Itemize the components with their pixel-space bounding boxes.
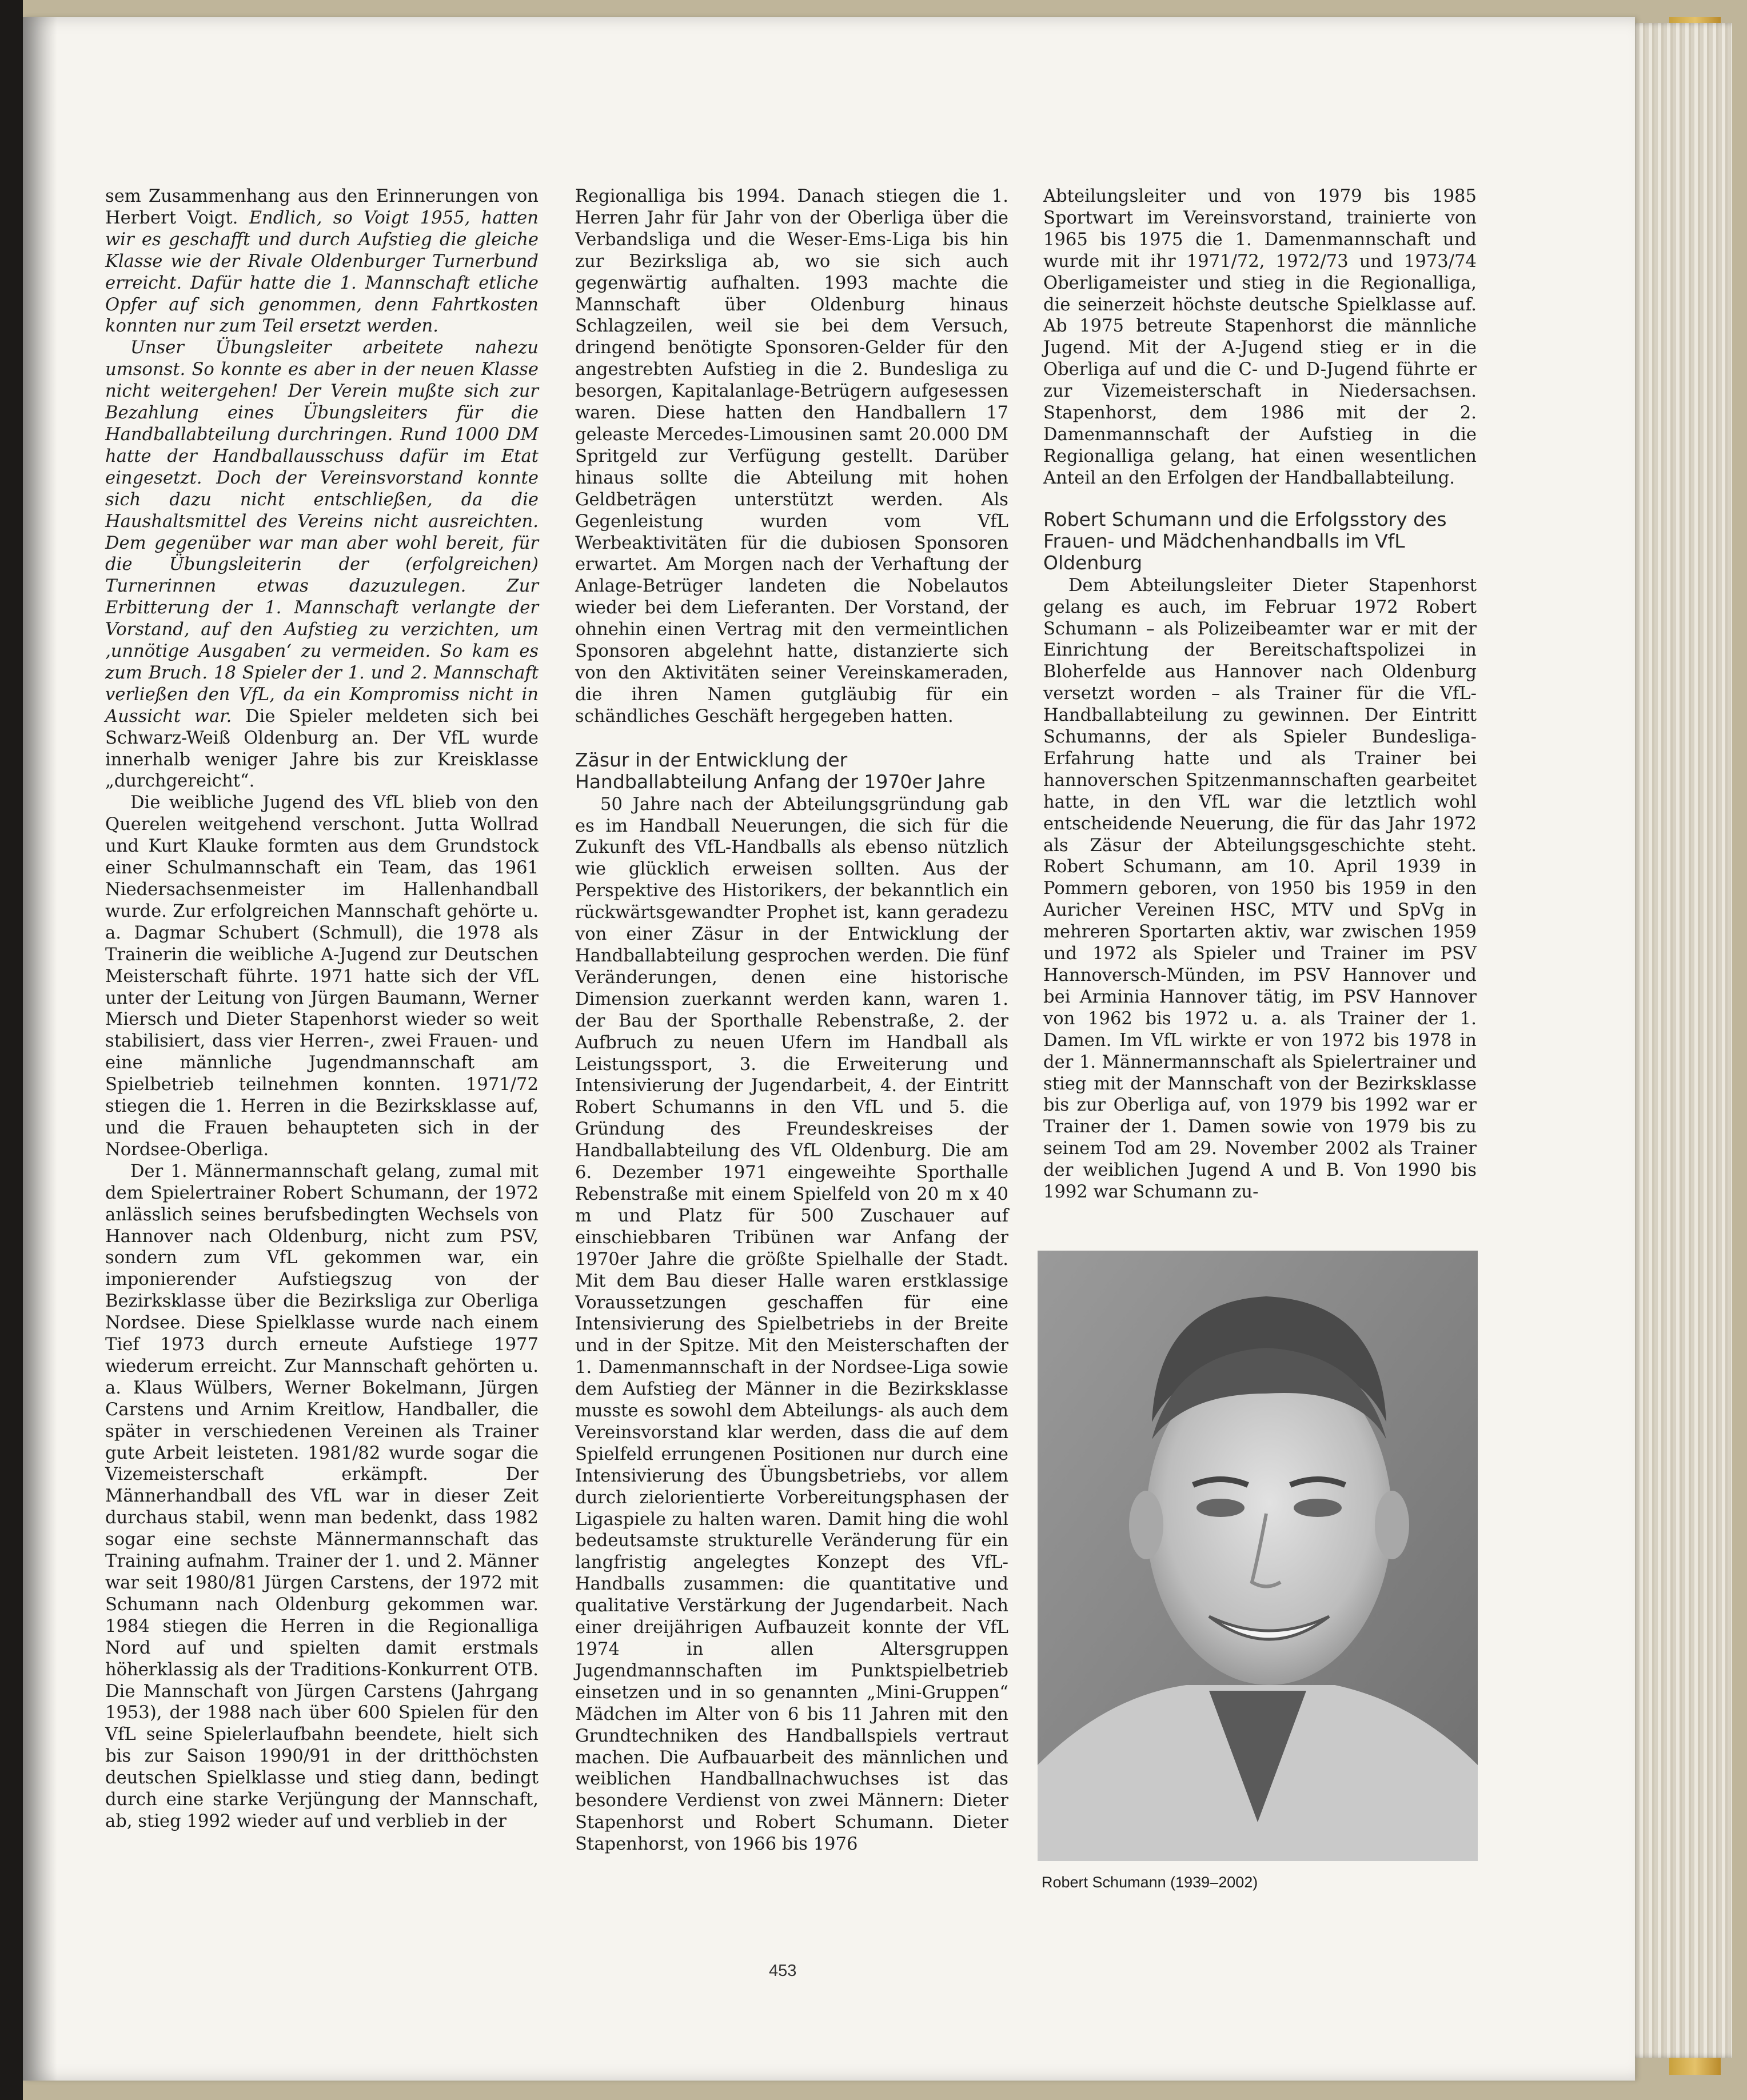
paragraph: [105, 1161, 539, 1832]
book-page-edges: [1618, 23, 1732, 2058]
italic-quote: Unser Übungsleiter arbeitete nahezu umsonst. So konnte es aber in der neuen Klasse nicht weitergehen! Der Verein mußte sich zur Bezahlung eines Übungsleiters für die Handballabteilung durchringen. Rund 1000 DM hatte der Handballausschuss dafür im Etat eingesetzt. Doch der Vereinsvorstand konnte sich dazu nicht entschließen, da die Haushaltsmittel des Vereins nicht ausreichten. Dem gegenüber war man aber wohl bereit, für die Übungsleiterin der (erfolgreichen) Turnerinnen etwas dazuzulegen. Zur Erbitterung der 1. Mannschaft verlangte der Vorstand, auf den Aufstieg zu verzichten, um ‚unnötige Ausgaben‘ zu vermeiden. So kam es zum Bruch. 18 Spieler der 1. und 2. Mannschaft verließen den VfL, da ein Kompromiss nicht in Aussicht war.: [105, 338, 539, 726]
text-run: Die Spieler meldeten sich bei Schwarz-Weiß Oldenburg an. Der VfL wurde innerhalb weniger Jahre bis zur Kreisklasse „durchgereicht“.: [105, 706, 539, 792]
page-number: 453: [769, 1962, 797, 1980]
section-heading-schumann: Robert Schumann und die Erfolgsstory des Frauen- und Mädchenhandballs im VfL Oldenburg: [1043, 508, 1447, 574]
paragraph: [105, 792, 539, 1160]
adjacent-page-edge: [0, 0, 23, 2100]
gutter-shadow: [23, 17, 57, 2081]
paragraph: Regionalliga bis 1994. Danach stiegen die 1. Herren Jahr für Jahr von der Oberliga über die Verbandsliga und die Weser-Ems-Liga bis hin zur Bezirksliga ab, wo sie sich auch gegenwärtig aufhalten. 1993 machte die Mannschaft über Oldenburg hinaus Schlagzeilen, weil sie bei dem Versuch, dringend benötigte Sponsoren-Gelder für den angestrebten Aufstieg in die 2. Bundesliga zu besorgen, Kapitalanlage-Betrügern aufgesessen waren. Diese hatten den Handballern 17 geleaste Mercedes-Limousinen samt 20.000 DM Spritgeld zur Verfügung gestellt. Darüber hinaus sollte die Abteilung mit hohen Geldbeträgen unterstützt werden. Als Gegenleistung wurden vom VfL Werbeaktivitäten für die dubiosen Sponsoren erwartet. Am Morgen nach der Verhaftung der Anlage-Betrüger landeten die Nobelautos wieder bei dem Lieferanten. Der Vorstand, der ohnehin einen Vertrag mit den vermeintlichen Sponsoren abgelehnt hatte, distanzierte sich von den Aktivitäten seiner Vereinskameraden, die ihren Namen gutgläubig für ein schändliches Geschäft hergegeben hatten.: [575, 186, 1008, 726]
paragraph: [105, 337, 539, 792]
portrait-illustration: [1038, 1251, 1478, 1861]
text-column-1: [105, 186, 539, 1832]
text-run: Der 1. Männermannschaft gelang, zumal mit dem Spielertrainer Robert Schumann, der 1972 anlässlich seines berufsbedingten Wechsels von Hannover nach Oldenburg, nicht zum PSV, sondern zum VfL gekommen war, ein imponierender Aufstiegszug von der Bezirksklasse über die Bezirksliga zur Oberliga Nordsee. Diese Spielklasse wurde nach einem Tief 1973 durch erneute Aufstiege 1977 wiederum erreicht. Zur Mannschaft gehörten u. a. Klaus Wülbers, Werner Bokelmann, Jürgen Carstens und Arnim Kreitlow, Handballer, die später in verschiedenen Vereinen als Trainer gute Arbeit leisteten. 1981/82 wurde sogar die Vizemeisterschaft erkämpft. Der Männerhandball des VfL war in dieser Zeit durchaus stabil, wenn man bedenkt, dass 1982 sogar eine sechste Männermannschaft das Training aufnahm. Trainer der 1. und 2. Männer war seit 1980/81 Jürgen Carstens, der 1972 mit Schumann nach Oldenburg gekommen war. 1984 stiegen die Herren in die Regionalliga Nord auf und spielten damit erstmals höherklassig als der Traditions-Konkurrent OTB. Die Mannschaft von Jürgen Carstens (Jahrgang 1953), der 1988 nach über 600 Spielen für den VfL seine Spielerlaufbahn beendete, hielt sich bis zur Saison 1990/91 in der dritthöchsten deutschen Spielklasse und stieg dann, bedingt durch eine starke Verjüngung der Mannschaft, ab, stieg 1992 wieder auf und verblieb in der: [105, 1161, 539, 1831]
italic-quote: Endlich, so Voigt 1955, hatten wir es geschafft und durch Aufstieg die gleiche Klasse wie der Rivale Oldenburger Turnerbund erreicht. Dafür hatte die 1. Mannschaft etliche Opfer auf sich genommen, denn Fahrtkosten konnten nur zum Teil ersetzt werden.: [105, 207, 539, 337]
section-heading-zaesur: Zäsur in der Entwicklung der Handballabteilung Anfang der 1970er Jahre: [575, 748, 986, 793]
text-column-2: [575, 186, 1008, 1855]
portrait-photo: [1038, 1251, 1478, 1861]
paragraph: Abteilungsleiter und von 1979 bis 1985 Sportwart im Vereinsvorstand, trainierte von 1965 bis 1975 die 1. Damenmannschaft und wurde mit ihr 1971/72, 1972/73 und 1973/74 Oberligameister und stieg in die Regionalliga, die seinerzeit höchste deutsche Spielklasse auf. Ab 1975 betreute Stapenhorst die männliche Jugend. Mit der A-Jugend stieg er in die Oberliga auf und die C- und D-Jugend führte er zur Vizemeisterschaft in Niedersachsen. Stapenhorst, dem 1986 mit der 2. Damenmannschaft der Aufstieg in die Regionalliga gelang, hat einen wesentlichen Anteil an den Erfolgen der Handballabteilung.: [1043, 186, 1477, 488]
paragraph: [105, 186, 539, 337]
text-run: sem Zusammenhang aus den Erinnerungen von Herbert Voigt.: [105, 186, 539, 228]
paragraph: Dem Abteilungsleiter Dieter Stapenhorst gelang es auch, im Februar 1972 Robert Schumann – als Polizeibeamter war er mit der Einrichtung der Bereitschaftspolizei in Bloherfelde aus Hannover nach Oldenburg versetzt worden – als Trainer für die VfL-Handballabteilung zu gewinnen. Der Eintritt Schumanns, der als Spieler Bundesliga-Erfahrung hatte und als Trainer bei hannoverschen Spitzenmannschaften gearbeitet hatte, in den VfL war die letztlich wohl entscheidende Neuerung, die für das Jahr 1972 als Zäsur der Abteilungsgeschichte steht. Robert Schumann, am 10. April 1939 in Pommern geboren, von 1950 bis 1959 in den Auricher Vereinen HSC, MTV und SpVg in mehreren Sportarten aktiv, war zwischen 1959 und 1972 als Spieler und Trainer im PSV Hannoversch-Münden, im PSV Hannover und bei Arminia Hannover tätig, im PSV Hannover von 1962 bis 1972 u. a. als Trainer der 1. Damen. Im VfL wirkte er von 1972 bis 1978 in der 1. Männermannschaft als Spielertrainer und stieg mit der Mannschaft von der Bezirksklasse bis zur Oberliga auf, von 1979 bis 1992 war er Trainer der 1. Damen sowie von 1979 bis zu seinem Tod am 29. November 2002 als Trainer der weiblichen Jugend A und B. Von 1990 bis 1992 war Schumann zu-: [1043, 575, 1477, 1203]
text-column-3: [1043, 186, 1477, 1203]
photo-caption: Robert Schumann (1939–2002): [1042, 1874, 1258, 1891]
text-run: Die weibliche Jugend des VfL blieb von den Querelen weitgehend verschont. Jutta Wollrad und Kurt Klauke formten aus dem Grundstock einer Schulmannschaft ein Team, das 1961 Niedersachsenmeister im Hallenhandball wurde. Zur erfolgreichen Mannschaft gehörte u. a. Dagmar Schubert (Schmull), die 1978 als Trainerin die weibliche A-Jugend zur Deutschen Meisterschaft führte. 1971 hatte sich der VfL unter der Leitung von Jürgen Baumann, Werner Miersch und Dieter Stapenhorst wieder so weit stabilisiert, dass vier Herren-, zwei Frauen- und eine männliche Jugendmannschaft am Spielbetrieb teilnehmen konnten. 1971/72 stiegen die 1. Herren in die Bezirksklasse auf, und die Frauen behaupteten sich in der Nordsee-Oberliga.: [105, 793, 539, 1160]
paragraph: 50 Jahre nach der Abteilungsgründung gab es im Handball Neuerungen, die sich für die Zukunft des VfL-Handballs als ebenso nützlich wie glücklich erweisen sollten. Aus der Perspektive des Historikers, der bekanntlich ein rückwärtsgewandter Prophet ist, kann geradezu von einer Zäsur in der Entwicklung der Handballabteilung gesprochen werden. Die fünf Veränderungen, denen eine historische Dimension zuerkannt werden kann, waren 1. der Bau der Sporthalle Rebenstraße, 2. der Aufbruch zu neuen Ufern im Handball als Leistungssport, 3. die Erweiterung und Intensivierung der Jugendarbeit, 4. der Eintritt Robert Schumanns in den VfL und 5. die Gründung des Freundeskreises der Handballabteilung des VfL Oldenburg. Die am 6. Dezember 1971 eingeweihte Sporthalle Rebenstraße mit einem Spielfeld von 20 m x 40 m und Platz für 500 Zuschauer auf einschiebbaren Tribünen war Anfang der 1970er Jahre die größte Spielhalle der Stadt. Mit dem Bau dieser Halle waren erstklassige Voraussetzungen geschaffen für eine Intensivierung des Spielbetriebs in der Breite und in der Spitze. Mit den Meisterschaften der 1. Damenmannschaft in der Nordsee-Liga sowie dem Aufstieg der Männer in die Bezirksklasse musste es sowohl dem Abteilungs- als auch dem Vereinsvorstand klar werden, dass die auf dem Spielfeld errungenen Positionen nur durch eine Intensivierung des Übungsbetriebs, vor allem durch zielorientierte Vorbereitungsphasen der Ligaspiele zu halten waren. Damit hing die wohl bedeutsamste strukturelle Veränderung für ein langfristig angelegtes Konzept des VfL-Handballs zusammen: die quantitative und qualitative Verstärkung der Jugendarbeit. Nach einer dreijährigen Aufbauzeit konnte der VfL 1974 in allen Altersgruppen Jugendmannschaften im Punktspielbetrieb einsetzen und in so genannten „Mini-Gruppen“ Mädchen im Alter von 6 bis 11 Jahren mit den Grundtechniken des Handballspiels vertraut machen. Die Aufbauarbeit des männlichen und weiblichen Handballnachwuchses ist das besondere Verdienst von zwei Männern: Dieter Stapenhorst und Robert Schumann. Dieter Stapenhorst, von 1966 bis 1976: [575, 794, 1008, 1855]
